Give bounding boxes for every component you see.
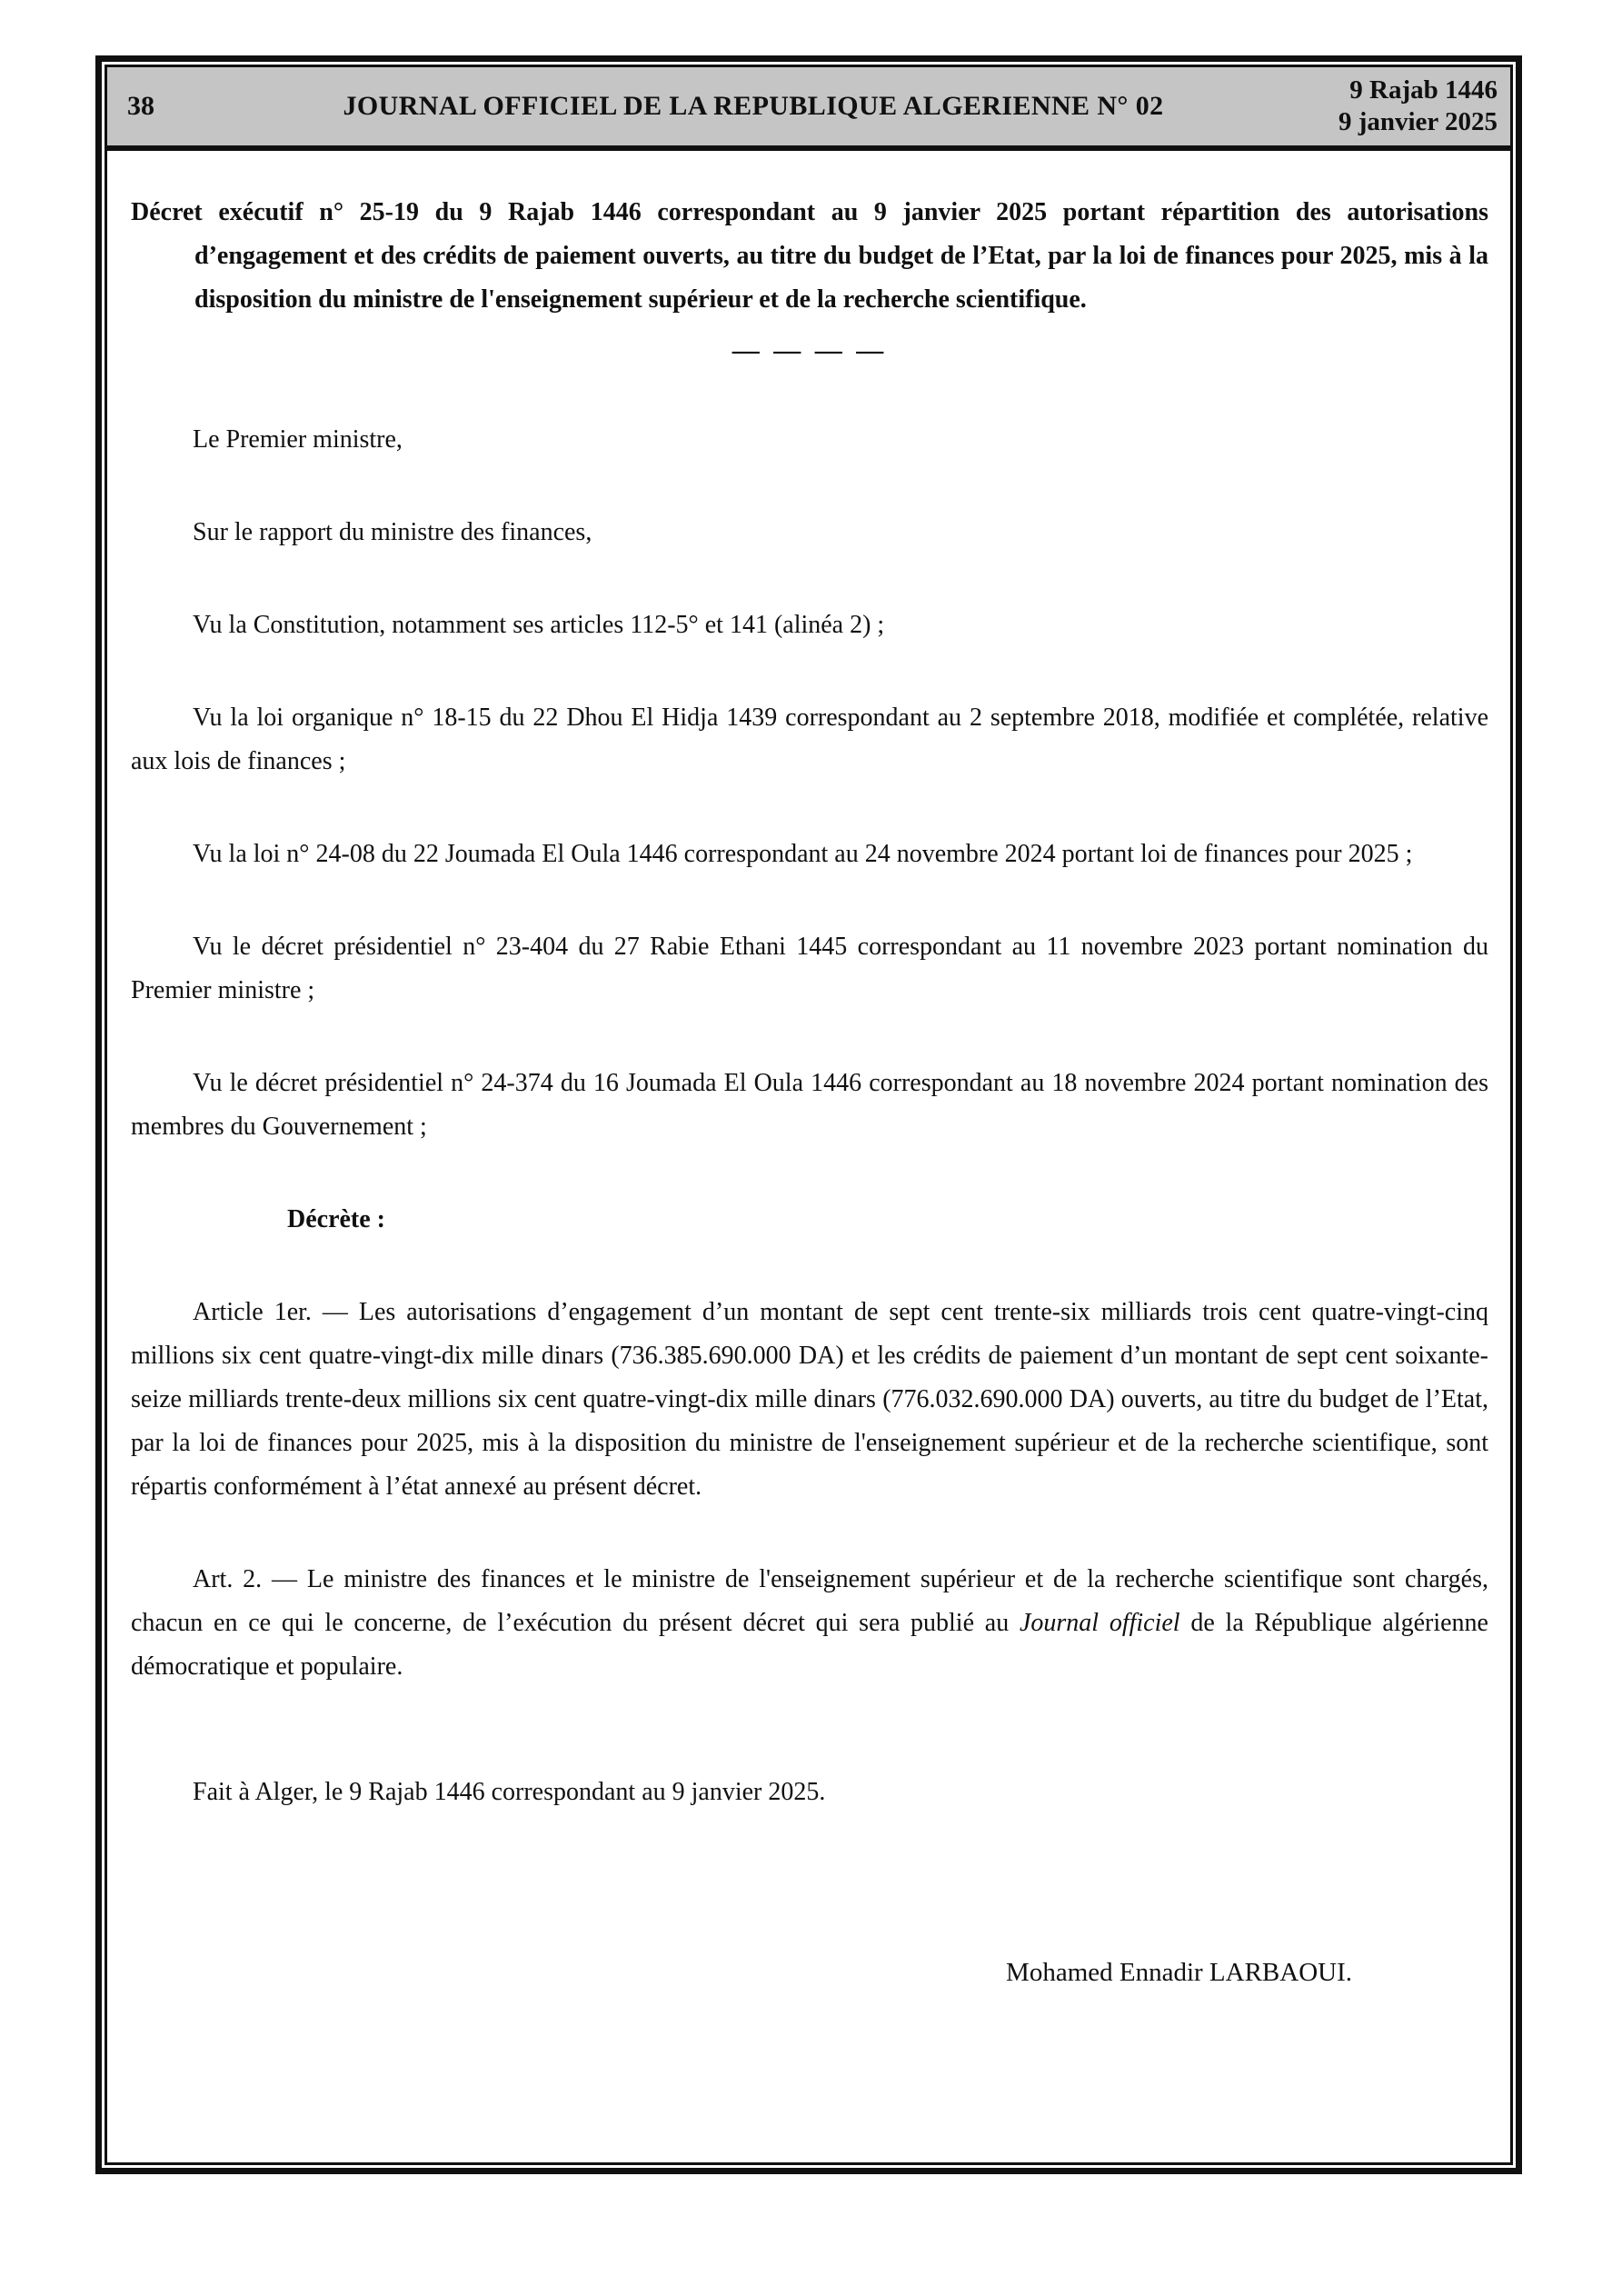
journal-officiel-reference: Journal officiel: [1019, 1609, 1180, 1637]
article-2: [131, 1558, 1488, 1689]
signatory-name: Mohamed Ennadir LARBAOUI.: [1006, 1958, 1352, 1987]
decree-title: Décret exécutif n° 25-19 du 9 Rajab 1446 correspondant au 9 janvier 2025 portant répartition des autorisations d’engagement et des crédits de paiement ouverts, au titre du budget de l’Etat, par la loi de finances pour 2025, mis à la disposition du ministre de l'enseignement supérieur et de la recherche scientifique.: [131, 198, 1488, 314]
journal-title: JOURNAL OFFICIEL DE LA REPUBLIQUE ALGERIENNE N° 02: [343, 91, 1164, 121]
journal-header: [107, 67, 1510, 151]
recital-rapport-ministre-finances: Sur le rapport du ministre des finances,: [193, 518, 592, 546]
decree-word: Décrète :: [287, 1205, 386, 1233]
separator-dashes: — — — —: [731, 335, 888, 365]
page-number: 38: [127, 91, 154, 121]
article-2-text-before: Art. 2. — Le ministre des finances et le ministre de l'enseignement supérieur et de la recherche scientifique sont chargés, chacun en ce qui le concerne, de l’exécution du présent décret qui sera publié au: [131, 1565, 1488, 1637]
signature-place-date: Fait à Alger, le 9 Rajab 1446 correspondant au 9 janvier 2025.: [193, 1778, 826, 1806]
recital-decret-23-404: Vu le décret présidentiel n° 23-404 du 27 Rabie Ethani 1445 correspondant au 11 novembre 2023 portant nomination du Premier ministre ;: [131, 933, 1488, 1004]
recital-loi-organique-18-15: Vu la loi organique n° 18-15 du 22 Dhou El Hidja 1439 correspondant au 2 septembre 2018, modifiée et complétée, relative aux lois de finances ;: [131, 704, 1488, 775]
page-frame: [95, 55, 1522, 2174]
date-gregorian: 9 janvier 2025: [1338, 107, 1498, 136]
recital-decret-24-374: Vu le décret présidentiel n° 24-374 du 16 Joumada El Oula 1446 correspondant au 18 novembre 2024 portant nomination des membres du Gouvernement ;: [131, 1069, 1488, 1141]
header-dates: [1275, 75, 1498, 138]
article-1: Article 1er. — Les autorisations d’engagement d’un montant de sept cent trente-six milliards trois cent quatre-vingt-cinq millions six cent quatre-vingt-dix mille dinars (736.385.690.000 DA) et les crédits de paiement d’un montant de sept cent soixante-seize milliards trente-deux millions six cent quatre-vingt-dix mille dinars (776.032.690.000 DA) ouverts, au titre du budget de l’Etat, par la loi de finances pour 2025, mis à la disposition du ministre de l'enseignement supérieur et de la recherche scientifique, sont répartis conformément à l’état annexé au présent décret.: [131, 1298, 1488, 1501]
recital-constitution: Vu la Constitution, notamment ses articles 112-5° et 141 (alinéa 2) ;: [193, 611, 885, 639]
recital-loi-24-08: Vu la loi n° 24-08 du 22 Joumada El Oula 1446 correspondant au 24 novembre 2024 portant loi de finances pour 2025 ;: [193, 840, 1413, 868]
page-frame-inner: [104, 65, 1513, 2165]
decree-body: [107, 151, 1510, 2162]
recital-premier-ministre: Le Premier ministre,: [193, 425, 403, 454]
date-hijri: 9 Rajab 1446: [1349, 75, 1498, 105]
article-2-text-after: de la République algérienne démocratique et populaire.: [131, 1609, 1488, 1681]
